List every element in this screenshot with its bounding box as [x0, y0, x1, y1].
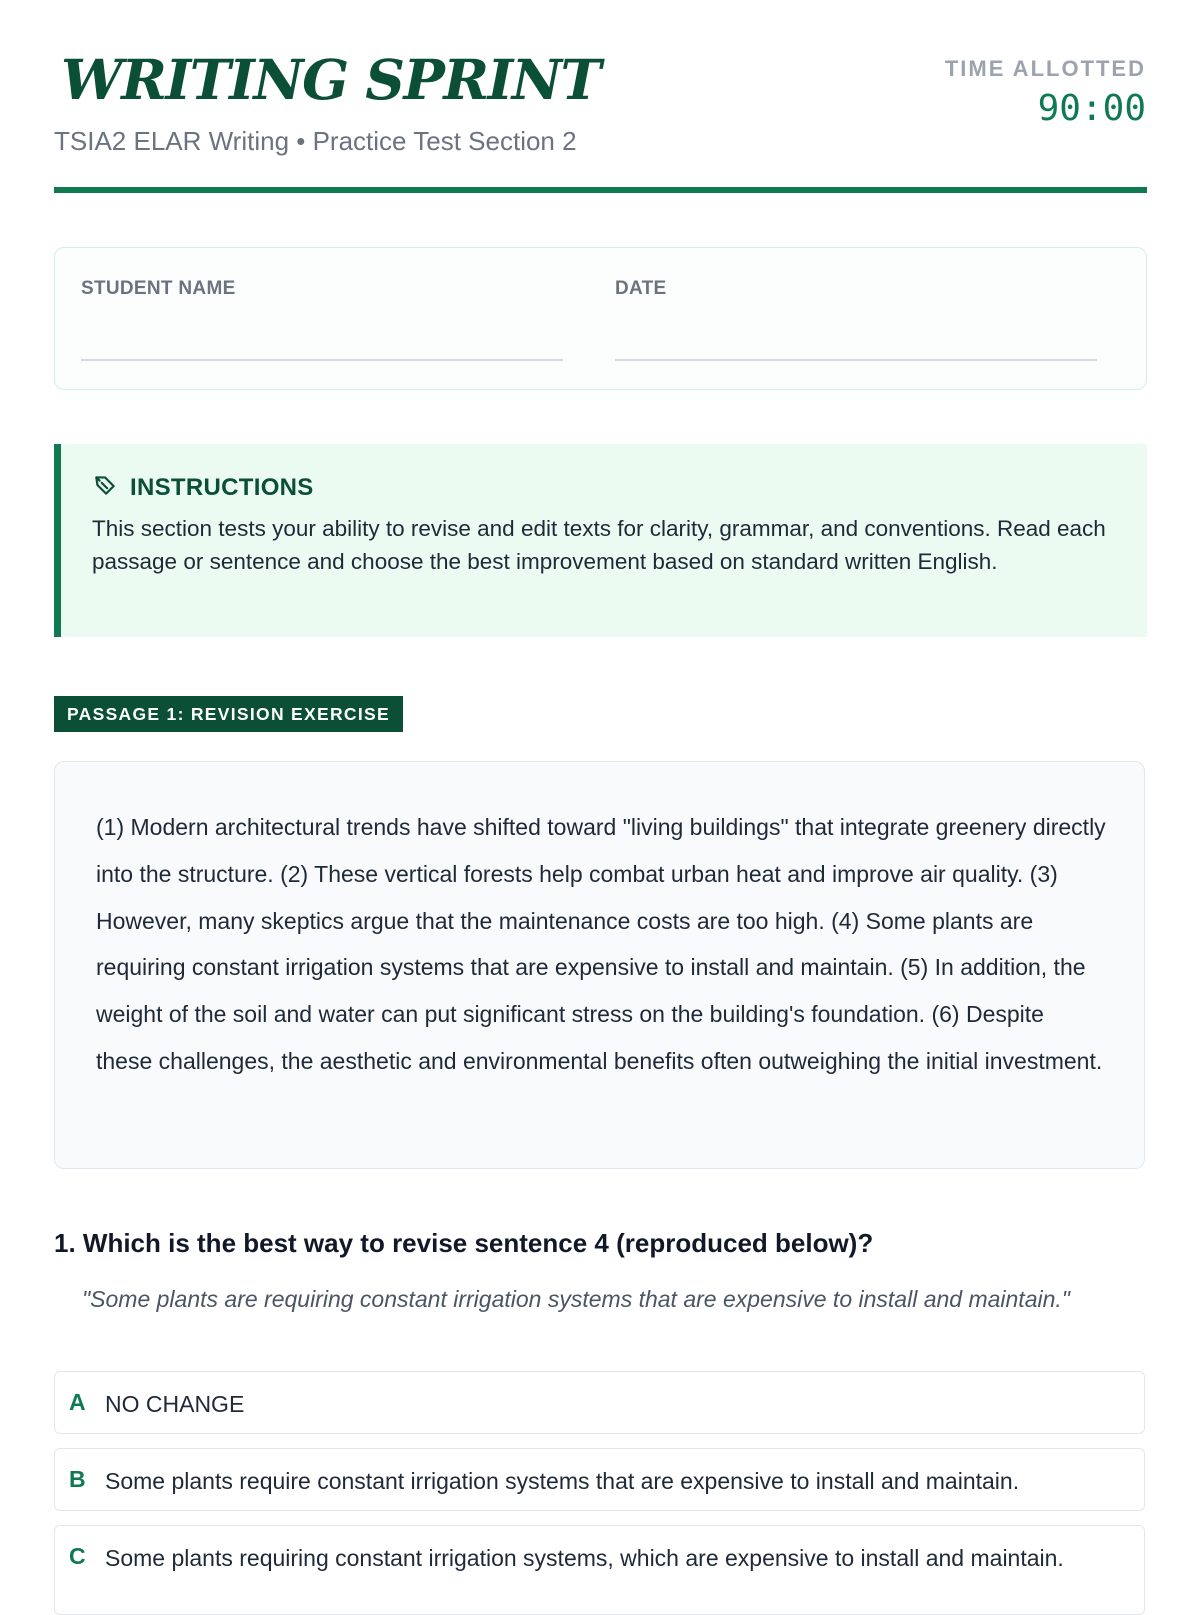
page-subtitle: TSIA2 ELAR Writing • Practice Test Section 2 [54, 126, 577, 156]
question-prompt: 1. Which is the best way to revise sentence 4 (reproduced below)? [54, 1228, 874, 1258]
timer-value: 90:00 [1037, 88, 1146, 129]
passage-tag: PASSAGE 1: REVISION EXERCISE [54, 696, 403, 732]
date-field[interactable] [615, 359, 1097, 361]
option-letter: C [69, 1543, 86, 1569]
option-text: Some plants require constant irrigation systems that are expensive to install and maintain. [105, 1468, 1020, 1494]
instructions-title: INSTRUCTIONS [130, 473, 314, 501]
option-letter: A [69, 1389, 86, 1415]
option-letter: B [69, 1466, 86, 1492]
answer-option-b[interactable] [54, 1448, 1145, 1511]
instructions-header [92, 472, 314, 503]
option-text: Some plants requiring constant irrigation systems, which are expensive to install and maintain. [105, 1545, 1064, 1571]
timer-label: TIME ALLOTTED [944, 56, 1146, 81]
page-title: WRITING SPRINT [61, 47, 600, 112]
date-label: DATE [615, 278, 667, 299]
answer-option-c[interactable] [54, 1525, 1145, 1615]
option-text: NO CHANGE [105, 1391, 245, 1417]
instructions-text: This section tests your ability to revise and edit texts for clarity, grammar, and conventions. Read each passage or sentence and choose the best improvement based on standard written English. [92, 516, 1106, 574]
instructions-box [54, 444, 1147, 637]
student-info-card [54, 247, 1147, 390]
passage-text: (1) Modern architectural trends have shifted toward "living buildings" that integrate greenery directly into the structure. (2) These vertical forests help combat urban heat and improve air quality. (3) However, many skeptics argue that the maintenance costs are too high. (4) Some plants are requiring constant irrigation systems that are expensive to install and maintain. (5) In addition, the weight of the soil and water can put significant stress on the building's foundation. (6) Despite these challenges, the aesthetic and environmental benefits often outweighing the initial investment. [96, 814, 1106, 1074]
answer-option-a[interactable] [54, 1371, 1145, 1434]
question-quote: "Some plants are requiring constant irrigation systems that are expensive to install and maintain." [82, 1286, 1070, 1312]
pencil-icon [92, 472, 118, 503]
student-name-label: STUDENT NAME [81, 278, 236, 299]
student-name-field[interactable] [81, 359, 563, 361]
header-divider [54, 187, 1147, 193]
passage-box [54, 761, 1145, 1169]
